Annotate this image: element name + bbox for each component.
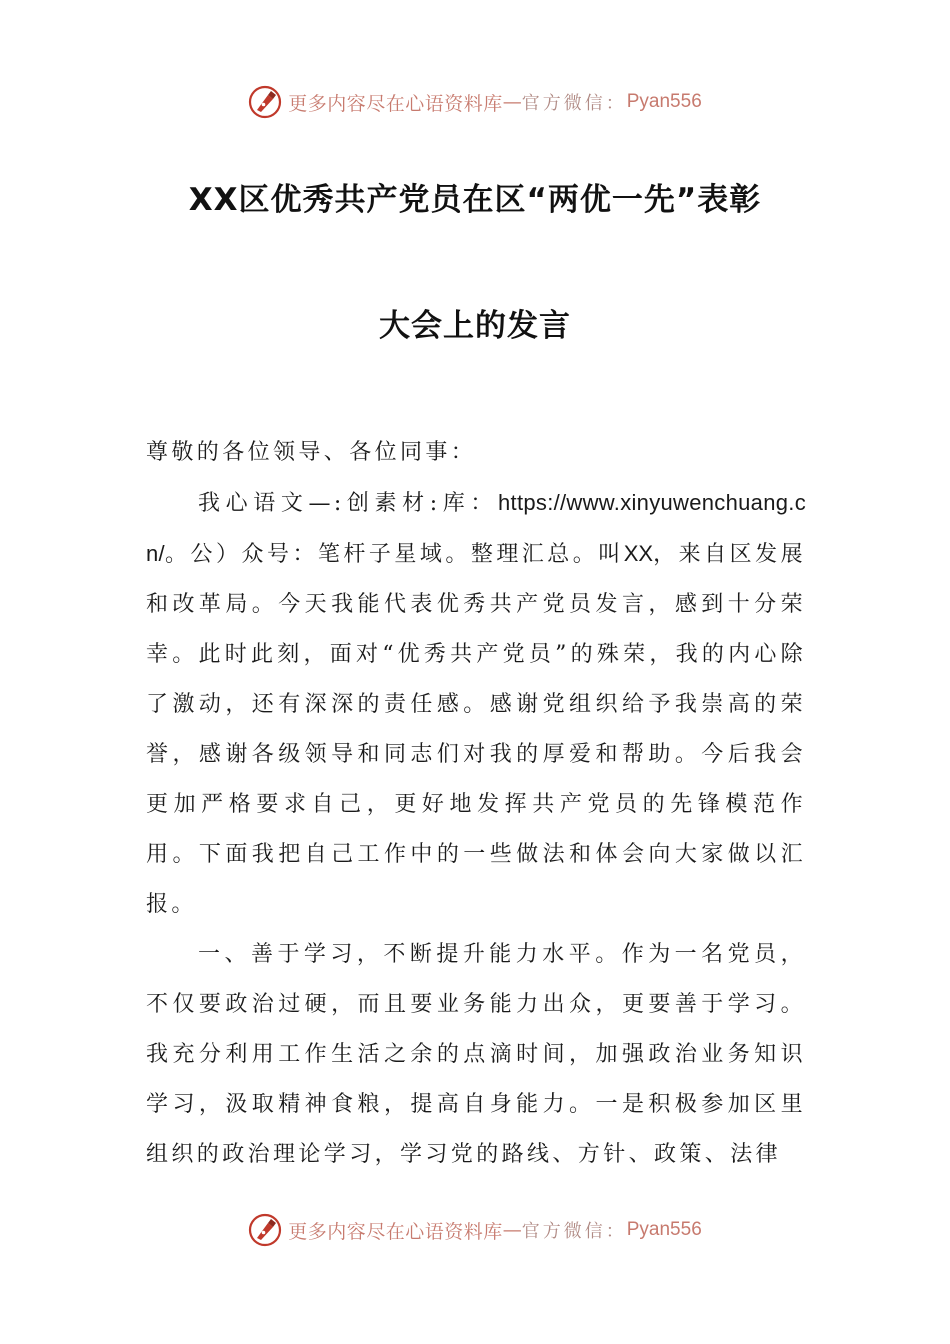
salutation: 尊敬的各位领导、各位同事： bbox=[146, 440, 477, 465]
paragraph-1 bbox=[146, 478, 806, 930]
document-body bbox=[146, 428, 806, 1180]
source-url-link[interactable]: https://www.xinyuwenchuang.cn/ bbox=[146, 490, 806, 566]
paragraph-2: 一、善于学习，不断提升能力水平。作为一名党员，不仅要政治过硬，而且要业务能力出众，更要善于学习。我充分利用工作生活之余的点滴时间，加强政治业务知识学习，汲取精神食粮，提高自身能力。一是积极参加区里组织的政治理论学习，学习党的路线、方针、政策、法律 bbox=[146, 942, 806, 1167]
banner-wechat-id: Pyan556 bbox=[626, 1219, 702, 1240]
banner-separator: — bbox=[502, 1219, 522, 1241]
paragraph-1-text: ，来自区发展和改革局。今天我能代表优秀共产党员发言，感到十分荣幸。此时此刻，面对“优秀共产党员”的殊荣，我的内心除了激动，还有深深的责任感。感谢党组织给予我崇高的荣誉，感谢各级领导和同志们对我的厚爱和帮助。今后我会更加严格要求自己，更好地发挥共产党员的先锋模范作用。下面我把自己工作中的一些做法和体会向大家做以汇报。 bbox=[146, 542, 806, 917]
banner-wechat-label: 官方微信： bbox=[521, 93, 627, 114]
banner-text: 更多内容尽在心语资料库 bbox=[288, 1220, 503, 1243]
paragraph-1-intro: 我心语文—:创素材:库： bbox=[198, 491, 498, 516]
pen-nib-logo-icon bbox=[248, 85, 282, 119]
paragraph-1-mid: 。公）众号：笔杆子星域。整理汇总。叫 bbox=[164, 542, 624, 567]
banner-text: 更多内容尽在心语资料库 bbox=[288, 92, 503, 115]
document-title-line-1: XX区优秀共产党员在区“两优一先”表彰 bbox=[188, 182, 762, 218]
pen-nib-logo-icon bbox=[248, 1213, 282, 1247]
banner-wechat-label: 官方微信： bbox=[521, 1221, 627, 1242]
header-watermark-banner bbox=[0, 82, 950, 122]
banner-wechat-id: Pyan556 bbox=[626, 91, 702, 112]
document-title-line-2: 大会上的发言 bbox=[379, 308, 571, 344]
speaker-name-placeholder: XX bbox=[623, 541, 654, 566]
footer-watermark-banner bbox=[0, 1210, 950, 1250]
banner-separator: — bbox=[502, 91, 522, 113]
